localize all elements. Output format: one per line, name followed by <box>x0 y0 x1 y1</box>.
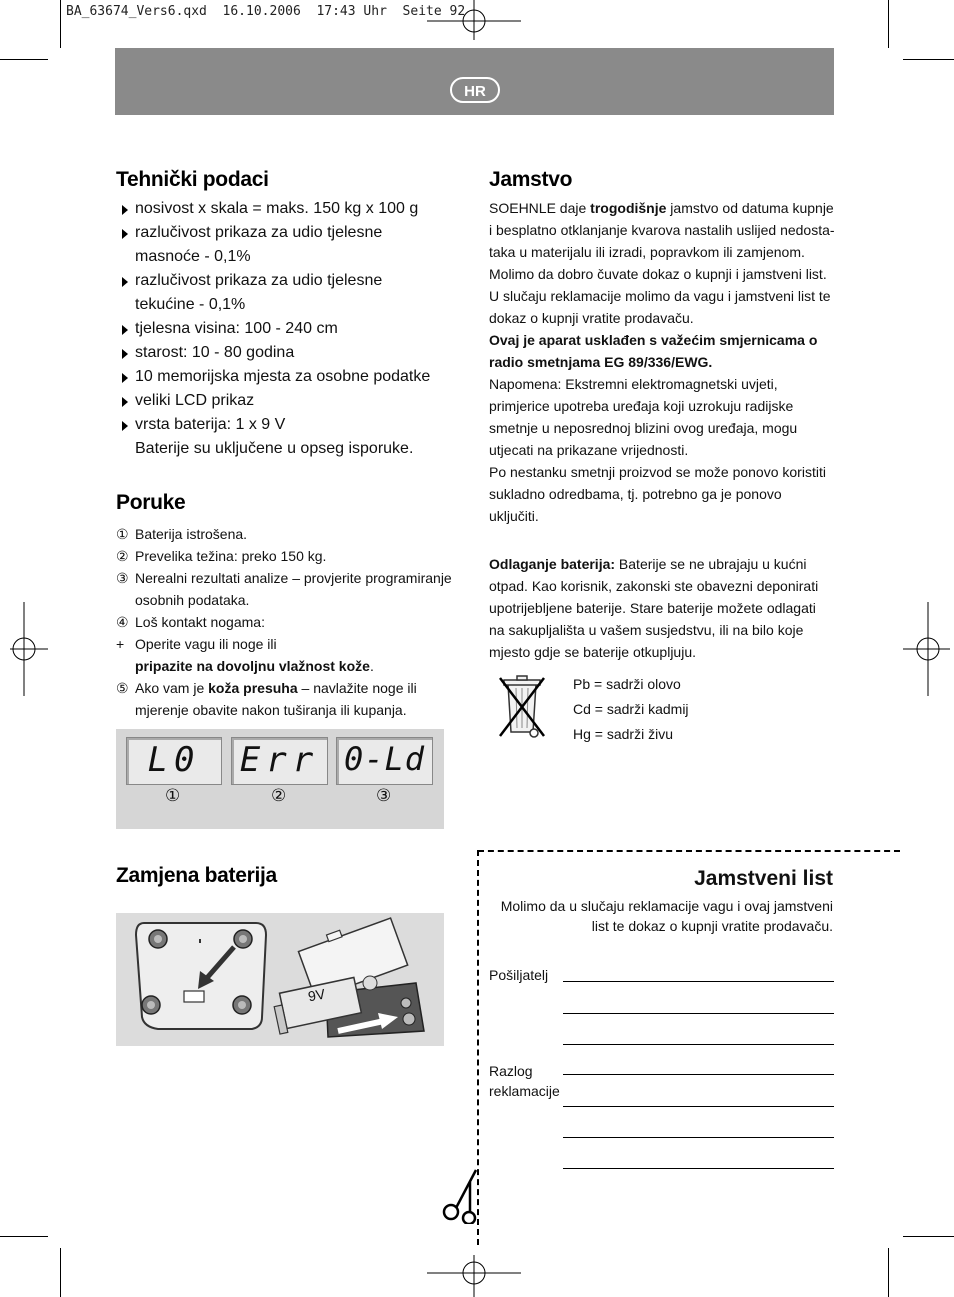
list-item: starost: 10 - 80 godina <box>120 341 470 365</box>
text-line: SOEHNLE daje trogodišnje jamstvo od datuma kupnje <box>489 200 834 216</box>
text-line: dokaz o kupnji vratite prodavaču. <box>489 310 694 326</box>
bullet-arrow-icon <box>122 421 128 431</box>
lcd-display-low: L0 <box>126 737 222 785</box>
list-item: tekućine - 0,1% <box>135 296 246 313</box>
text-line: Napomena: Ekstremni elektromagnetski uvjeti, <box>489 376 778 392</box>
sender-label: Pošiljatelj <box>489 967 549 983</box>
text-line: otpad. Kao korisnik, zakonski ste obavezni deponirati <box>489 578 819 594</box>
sender-field-line[interactable] <box>563 1044 834 1045</box>
scissors-icon <box>440 1168 480 1224</box>
file-slug: BA_63674_Vers6.qxd 16.10.2006 17:43 Uhr Seite 92 <box>66 4 466 19</box>
sender-field-line[interactable] <box>563 981 834 982</box>
list-item: mjerenje obavite nakon tuširanja ili kupanja. <box>135 702 407 718</box>
list-item: tjelesna visina: 100 - 240 cm <box>120 317 470 341</box>
zamjena-title: Zamjena baterija <box>116 864 277 887</box>
disposal-text <box>489 553 835 663</box>
tech-list <box>120 197 470 461</box>
legend-item: Pb = sadrži olovo <box>573 676 681 692</box>
reason-field-line[interactable] <box>563 1168 834 1169</box>
language-badge: HR <box>450 77 500 103</box>
text-line: primjerice upotreba uređaja koji uzrokuju radijske <box>489 398 794 414</box>
text-line: uključiti. <box>489 508 539 524</box>
list-item: Baterije su uključene u opseg isporuke. <box>135 440 414 457</box>
list-item: pripazite na dovoljnu vlažnost kože. <box>135 658 374 674</box>
bullet-arrow-icon <box>122 325 128 335</box>
header-bar <box>115 48 834 115</box>
list-item: ⑤ Ako vam je koža presuha – navlažite noge ili <box>116 680 417 696</box>
text-line: sukladno odredbama, tj. potrebno ga je ponovo <box>489 486 782 502</box>
list-item: razlučivost prikaza za udio tjelesne <box>120 269 470 293</box>
battery-legend <box>573 672 689 747</box>
bullet-arrow-icon <box>122 397 128 407</box>
warranty-card-text: Molimo da u slučaju reklamacije vagu i ovaj jamstveni list te dokaz o kupnji vratite prodavaču. <box>500 898 833 934</box>
poruke-title: Poruke <box>116 491 186 514</box>
text-line: na sakupljališta u vašem susjedstvu, ili na bilo koje <box>489 622 804 638</box>
list-item: veliki LCD prikaz <box>120 389 470 413</box>
bullet-arrow-icon <box>122 373 128 383</box>
bullet-arrow-icon <box>122 349 128 359</box>
text-line: mjesto gdje se baterije otkupljuju. <box>489 644 697 660</box>
text-line: Po nestanku smetnji proizvod se može ponovo koristiti <box>489 464 826 480</box>
list-item: ④ Loš kontakt nogama: <box>116 614 265 630</box>
reason-field-line[interactable] <box>563 1074 834 1075</box>
text-line: upotrijebljene baterije. Stare baterije možete odlagati <box>489 600 816 616</box>
warranty-card-title: Jamstveni list <box>694 867 833 890</box>
list-item: osobnih podataka. <box>135 592 250 608</box>
text-line: taka u materijalu ili izradi, popravkom ili zamjenom. <box>489 244 805 260</box>
crossed-bin-icon <box>490 672 550 744</box>
list-item: razlučivost prikaza za udio tjelesne <box>120 221 470 245</box>
list-item: + Operite vagu ili noge ili <box>116 636 277 652</box>
list-item: ② Prevelika težina: preko 150 kg. <box>116 548 327 564</box>
jamstvo-title: Jamstvo <box>489 168 573 191</box>
text-line: i besplatno otklanjanje kvarova nastalih uslijed nedosta- <box>489 222 835 238</box>
lcd-number: ③ <box>376 786 392 805</box>
battery-replacement-figure <box>116 913 444 1046</box>
text-line: Ovaj je aparat usklađen s važećim smjernicama o <box>489 332 818 348</box>
text-line: U slučaju reklamacije molimo da vagu i jamstveni list te <box>489 288 831 304</box>
messages-list <box>116 523 466 721</box>
list-item: ① Baterija istrošena. <box>116 526 248 542</box>
list-item: 10 memorijska mjesta za osobne podatke <box>120 365 470 389</box>
cut-line-top <box>478 850 900 852</box>
bullet-arrow-icon <box>122 229 128 239</box>
reason-field-line[interactable] <box>563 1137 834 1138</box>
jamstvo-text <box>489 197 835 527</box>
lcd-display-err: Err <box>231 737 328 785</box>
bullet-arrow-icon <box>122 205 128 215</box>
lcd-display-old: 0-Ld <box>336 737 433 785</box>
lcd-figure <box>116 729 444 829</box>
text-line: Odlaganje baterija: Baterije se ne ubrajaju u kućni <box>489 556 807 572</box>
bullet-arrow-icon <box>122 277 128 287</box>
sender-field-line[interactable] <box>563 1013 834 1014</box>
legend-item: Cd = sadrži kadmij <box>573 701 689 717</box>
lcd-number: ① <box>165 786 181 805</box>
text-line: Molimo da dobro čuvate dokaz o kupnji i jamstveni list. <box>489 266 827 282</box>
tech-title: Tehnički podaci <box>116 168 269 191</box>
list-item: ③ Nerealni rezultati analize – provjerite programiranje <box>116 570 452 586</box>
text-line: smetnje u neposrednoj blizini ovog uređaja, mogu <box>489 420 798 436</box>
battery-label: 9V <box>306 985 327 1005</box>
legend-item: Hg = sadrži živu <box>573 726 673 742</box>
reason-field-line[interactable] <box>563 1106 834 1107</box>
list-item: vrsta baterija: 1 x 9 V <box>120 413 470 437</box>
list-item: nosivost x skala = maks. 150 kg x 100 g <box>120 197 470 221</box>
text-line: utjecati na prikazane vrijednosti. <box>489 442 689 458</box>
list-item: masnoće - 0,1% <box>135 248 251 265</box>
reason-label: Razlog reklamacije <box>489 1063 560 1099</box>
text-line: radio smetnjama EG 89/336/EWG. <box>489 354 713 370</box>
lcd-number: ② <box>271 786 287 805</box>
scale-underside-illustration <box>116 913 444 1046</box>
